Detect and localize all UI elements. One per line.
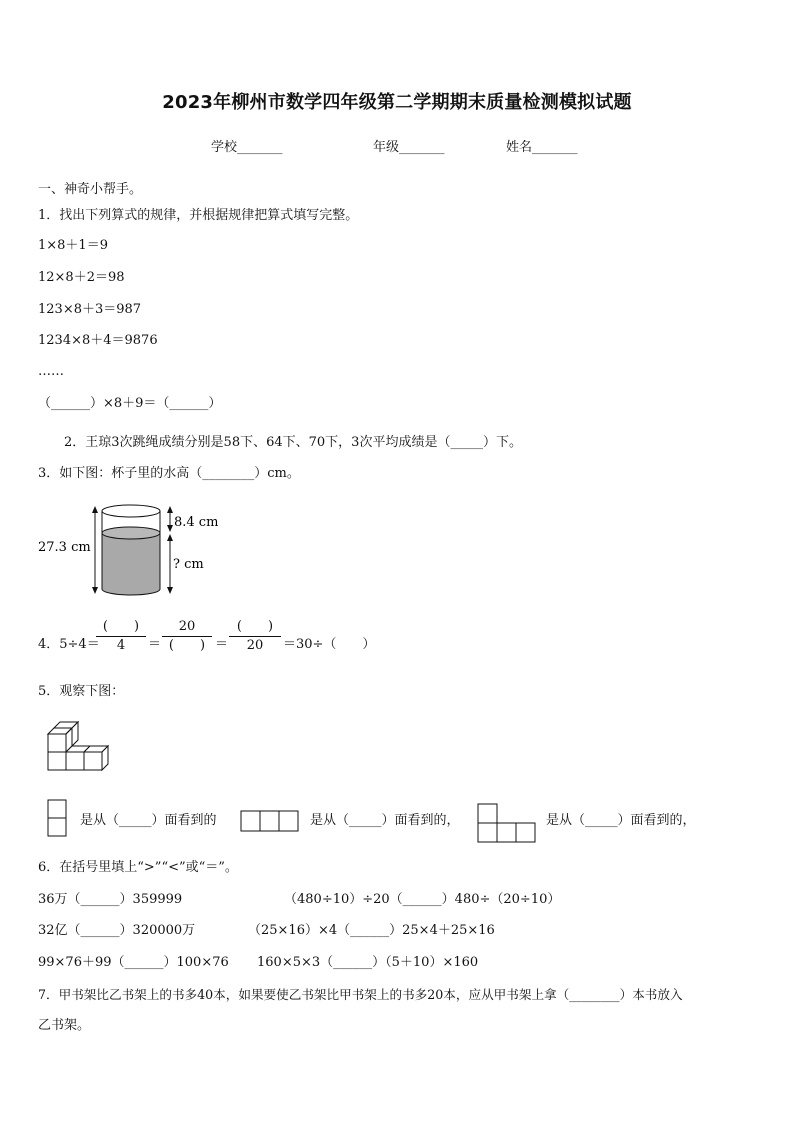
view-1-text: 是从（_____）面看到的 <box>80 813 217 828</box>
q1-text: 1．找出下列算式的规律，并根据规律把算式填写完整。 <box>38 208 359 223</box>
fraction-3-numerator: ( ) <box>236 619 274 634</box>
view-2-text: 是从（_____）面看到的， <box>310 813 460 828</box>
name-field: 姓名_______ <box>506 140 578 155</box>
q5-text: 5．观察下图： <box>38 684 125 699</box>
view-2-shape <box>240 810 302 834</box>
fraction-3 <box>229 619 281 654</box>
total-height-label: 27.3 cm <box>38 540 91 555</box>
grade-field: 年级_______ <box>373 140 445 155</box>
q7-line2: 乙书架。 <box>38 1018 91 1033</box>
fraction-1-numerator: ( ) <box>102 619 140 634</box>
view-3-shape <box>476 802 538 846</box>
q7-line1: 7．甲书架比乙书架上的书多40本，如果要使乙书架比甲书架上的书多20本，应从甲书架上拿（________）本书放入 <box>38 987 683 1002</box>
section-heading: 一、神奇小帮手。 <box>38 182 143 197</box>
cube-figure <box>44 718 124 774</box>
q1-ellipsis: …… <box>38 364 64 379</box>
fraction-2-numerator: 20 <box>178 619 196 634</box>
q6-item: 99×76＋99（______）100×76 <box>38 955 229 970</box>
q1-fill-line: （______）×8＋9＝（______） <box>38 396 222 411</box>
fraction-1-denominator: 4 <box>116 638 126 653</box>
q6-item: 36万（______）359999 <box>38 892 183 907</box>
equals-sign: ＝ <box>148 637 162 652</box>
q3-text: 3．如下图：杯子里的水高（________）cm。 <box>38 466 300 481</box>
q6-item: 160×5×3（______）（5＋10）×160 <box>257 955 479 970</box>
q6-item: （25×16）×4（______）25×4＋25×16 <box>248 923 495 938</box>
top-gap-label: 8.4 cm <box>174 515 219 530</box>
fraction-3-denominator: 20 <box>246 638 264 653</box>
q4-label: 4．5÷4＝ <box>38 637 100 652</box>
q6-text: 6．在括号里填上“>”“<”或“＝”。 <box>38 860 238 875</box>
q1-line: 123×8＋3＝987 <box>38 302 142 317</box>
q4-tail: ＝30÷（ ） <box>283 637 376 652</box>
q1-line: 1×8＋1＝9 <box>38 238 108 253</box>
view-3-text: 是从（_____）面看到的， <box>546 813 696 828</box>
fraction-1 <box>96 619 146 654</box>
view-1-shape <box>46 798 70 842</box>
q2-text: 2．王琼3次跳绳成绩分别是58下、64下、70下，3次平均成绩是（_____）下。 <box>64 435 522 450</box>
q1-line: 12×8＋2＝98 <box>38 270 125 285</box>
school-field: 学校_______ <box>211 140 283 155</box>
cup-diagram <box>36 496 236 606</box>
q6-item: （480÷10）÷20（______）480÷（20÷10） <box>284 892 561 907</box>
fraction-2-denominator: ( ) <box>168 638 206 653</box>
page-title: 2023年柳州市数学四年级第二学期期末质量检测模拟试题 <box>162 92 632 113</box>
fraction-2 <box>162 619 212 654</box>
q6-item: 32亿（______）320000万 <box>38 923 196 938</box>
equals-sign: ＝ <box>215 637 229 652</box>
q1-line: 1234×8＋4＝9876 <box>38 333 158 348</box>
water-height-label: ? cm <box>173 557 204 572</box>
